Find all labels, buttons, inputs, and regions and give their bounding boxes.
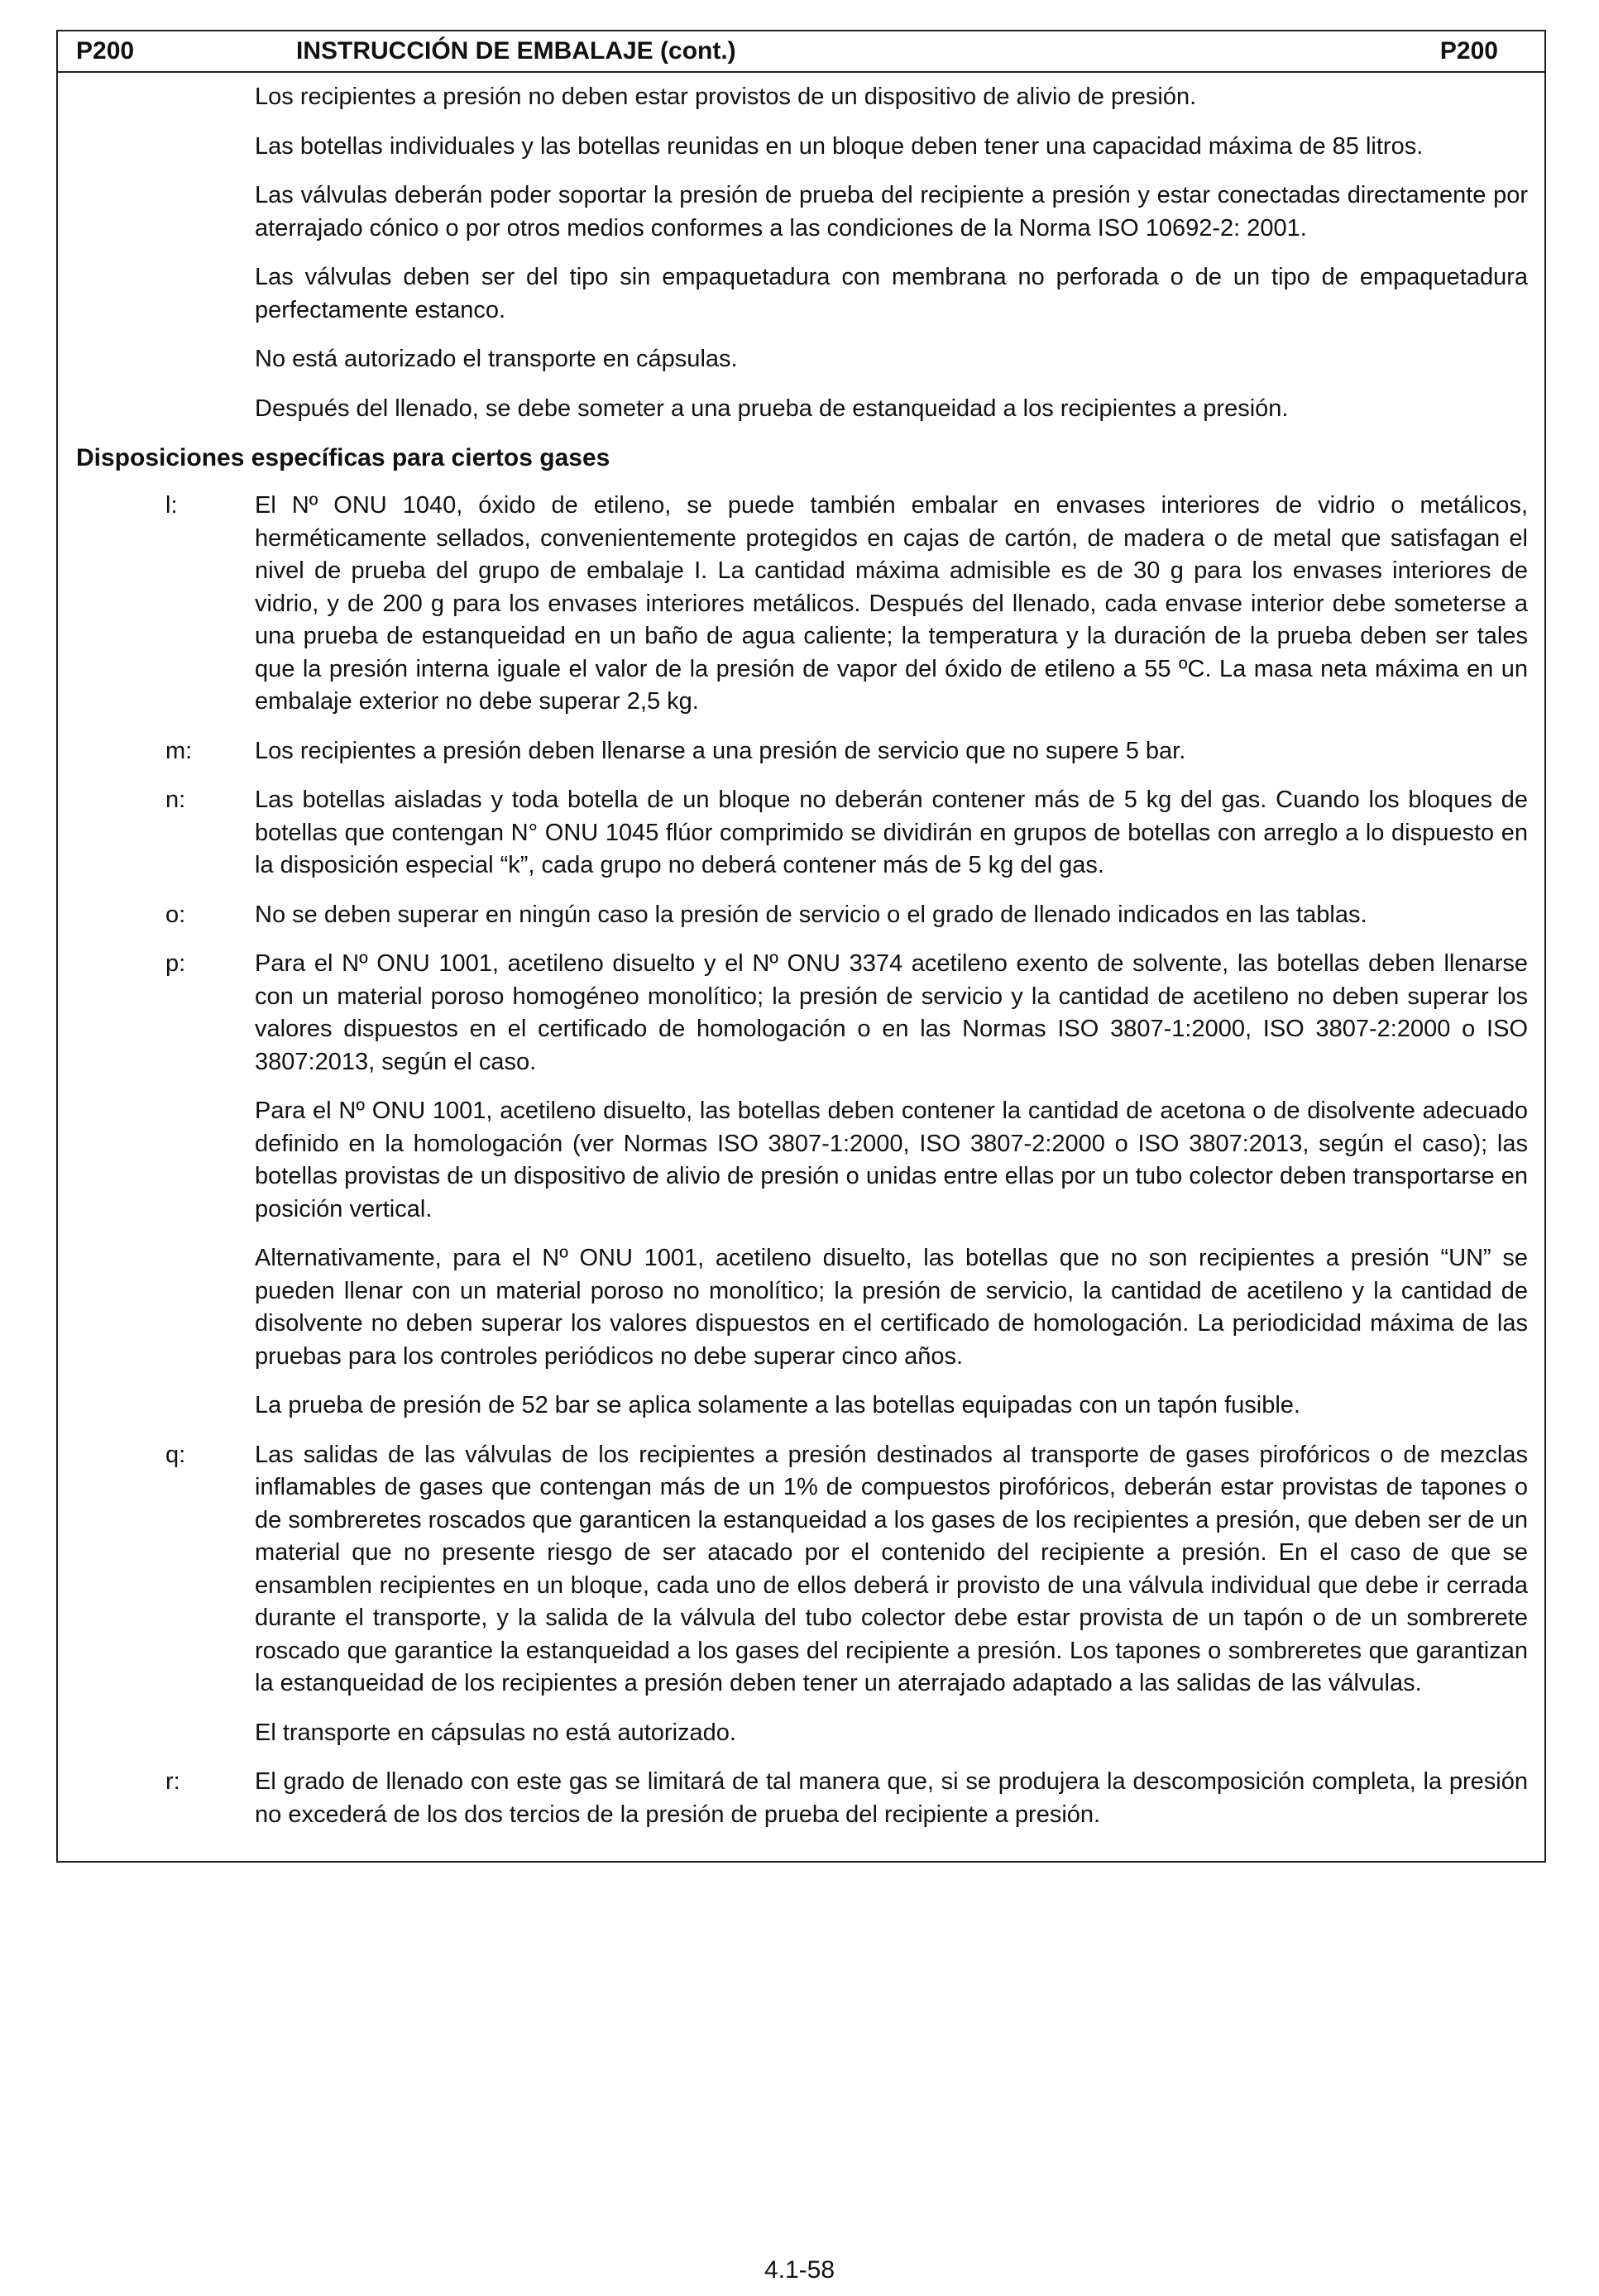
- provision-paragraph: Para el Nº ONU 1001, acetileno disuelto y el Nº ONU 3374 acetileno exento de solvente, las botellas deben llenarse con un material poroso homogéneo monolítico; la presión de servicio y la cantidad de acetileno no deben superar los valores dispuestos en el certificado de homologación o en las Normas ISO 3807-1:2000, ISO 3807-2:2000 o ISO 3807:2013, según el caso.: [255, 950, 1528, 1075]
- intro-paragraph: Las válvulas deben ser del tipo sin empaquetadura con membrana no perforada o de un tipo de empaquetadura perfectamente estanco.: [255, 264, 1528, 323]
- special-provisions-list: [58, 490, 1528, 1831]
- intro-paragraph: No está autorizado el transporte en cápsulas.: [255, 346, 738, 372]
- provision-label: o:: [165, 901, 186, 928]
- intro-paragraphs: [58, 81, 1528, 425]
- provision-item: [58, 1439, 1528, 1750]
- provision-paragraph: La prueba de presión de 52 bar se aplica solamente a las botellas equipadas con un tapón fusible.: [255, 1392, 1300, 1418]
- provision-item: [58, 899, 1528, 932]
- intro-paragraph: Las botellas individuales y las botellas reunidas en un bloque deben tener una capacidad máxima de 85 litros.: [255, 132, 1424, 160]
- provision-label: n:: [165, 787, 186, 813]
- provision-paragraph: Para el Nº ONU 1001, acetileno disuelto, las botellas deben contener la cantidad de acetona o de disolvente adecuado definido en la homologación (ver Normas ISO 3807-1:2000, ISO 3807-2:2000 o ISO 3807:2013, según el caso); las botellas provistas de un dispositivo de alivio de presión o unidas entre ellas por un tubo colector deben transportarse en posición vertical.: [255, 1098, 1528, 1222]
- instruction-code-right: P200: [1439, 37, 1498, 65]
- packing-instruction-table: [56, 30, 1546, 1863]
- provision-item: [58, 490, 1528, 719]
- provision-paragraph: El transporte en cápsulas no está autorizado.: [255, 1719, 736, 1746]
- provision-paragraph: No se deben superar en ningún caso la presión de servicio o el grado de llenado indicados en las tablas.: [255, 901, 1367, 928]
- provision-item: [58, 1766, 1528, 1831]
- provision-content: [255, 784, 1528, 883]
- provision-label: m:: [165, 737, 193, 764]
- table-header: [58, 31, 1544, 73]
- intro-paragraph: Después del llenado, se debe someter a una prueba de estanqueidad a los recipientes a presión.: [255, 395, 1289, 422]
- provision-item: [58, 948, 1528, 1423]
- intro-paragraph: Los recipientes a presión no deben estar provistos de un dispositivo de alivio de presión.: [255, 84, 1197, 110]
- provision-content: [255, 1439, 1528, 1750]
- provision-paragraph: Los recipientes a presión deben llenarse a una presión de servicio que no supere 5 bar.: [255, 737, 1186, 764]
- page-number: 4.1-58: [764, 2256, 835, 2284]
- provision-content: [255, 948, 1528, 1423]
- provision-content: [255, 1766, 1528, 1831]
- section-heading: Disposiciones específicas para ciertos gases: [76, 444, 610, 471]
- provision-paragraph: Alternativamente, para el Nº ONU 1001, acetileno disuelto, las botellas que no son recipientes a presión “UN” se pueden llenar con un material poroso no monolítico; la presión de servicio, la cantidad de acetileno y la cantidad de disolvente no deben superar los valores dispuestos en el certificado de homologación. La periodicidad máxima de las pruebas para los controles periódicos no debe superar cinco años.: [255, 1245, 1528, 1370]
- provision-item: [58, 784, 1528, 883]
- provision-label: l:: [165, 492, 178, 519]
- provision-paragraph: Las botellas aisladas y toda botella de un bloque no deberán contener más de 5 kg del gas. Cuando los bloques de botellas que contengan N° ONU 1045 flúor comprimido se dividirán en grupos de botellas con arreglo a lo dispuesto en la disposición especial “k”, cada grupo no deberá contener más de 5 kg del gas.: [255, 787, 1528, 878]
- provision-label: q:: [165, 1441, 186, 1468]
- provision-paragraph: El grado de llenado con este gas se limitará de tal manera que, si se produjera la descomposición completa, la presión no excederá de los dos tercios de la presión de prueba del recipiente a presión.: [255, 1768, 1528, 1828]
- provision-paragraph: Las salidas de las válvulas de los recipientes a presión destinados al transporte de gases pirofóricos o de mezclas inflamables de gases que contengan más de un 1% de compuestos pirofóricos, deberán estar provistas de tapones o de sombreretes roscados que garanticen la estanqueidad a los gases de los recipientes a presión, que deben ser de un material que no presente riesgo de ser atacado por el contenido del recipiente a presión. En el caso de que se ensamblen recipientes en un bloque, cada uno de ellos deberá ir provisto de una válvula individual que debe ir cerrada durante el transporte, y la salida de la válvula del tubo colector debe estar provista de un tapón o de un sombrerete roscado que garantice la estanqueidad a los gases del recipiente a presión. Los tapones o sombreretes que garantizan la estanqueidad de los recipientes a presión deben tener un aterrajado adaptado a las salidas de las válvulas.: [255, 1441, 1528, 1696]
- instruction-code-left: P200: [76, 37, 135, 65]
- intro-paragraph: Las válvulas deberán poder soportar la presión de prueba del recipiente a presión y estar conectadas directamente por aterrajado cónico o por otros medios conformes a las condiciones de la Norma ISO 10692-2: 2001.: [255, 182, 1528, 242]
- provision-label: r:: [165, 1768, 180, 1795]
- provision-content: [255, 899, 1528, 932]
- provision-item: [58, 735, 1528, 768]
- table-body: [58, 73, 1544, 1861]
- provision-label: p:: [165, 950, 186, 977]
- provision-paragraph: El Nº ONU 1040, óxido de etileno, se puede también embalar en envases interiores de vidrio o metálicos, herméticamente sellados, convenientemente protegidos en cajas de cartón, de madera o de metal que satisfagan el nivel de prueba del grupo de embalaje I. La cantidad máxima admisible es de 30 g para los envases interiores de vidrio, y de 200 g para los envases interiores metálicos. Después del llenado, cada envase interior debe someterse a una prueba de estanqueidad en un baño de agua caliente; la temperatura y la duración de la prueba deben ser tales que la presión interna iguale el valor de la presión de vapor del óxido de etileno a 55 ºC. La masa neta máxima en un embalaje exterior no debe superar 2,5 kg.: [255, 492, 1528, 715]
- provision-content: [255, 735, 1528, 768]
- instruction-title: INSTRUCCIÓN DE EMBALAJE (cont.): [296, 37, 736, 65]
- provision-content: [255, 490, 1528, 719]
